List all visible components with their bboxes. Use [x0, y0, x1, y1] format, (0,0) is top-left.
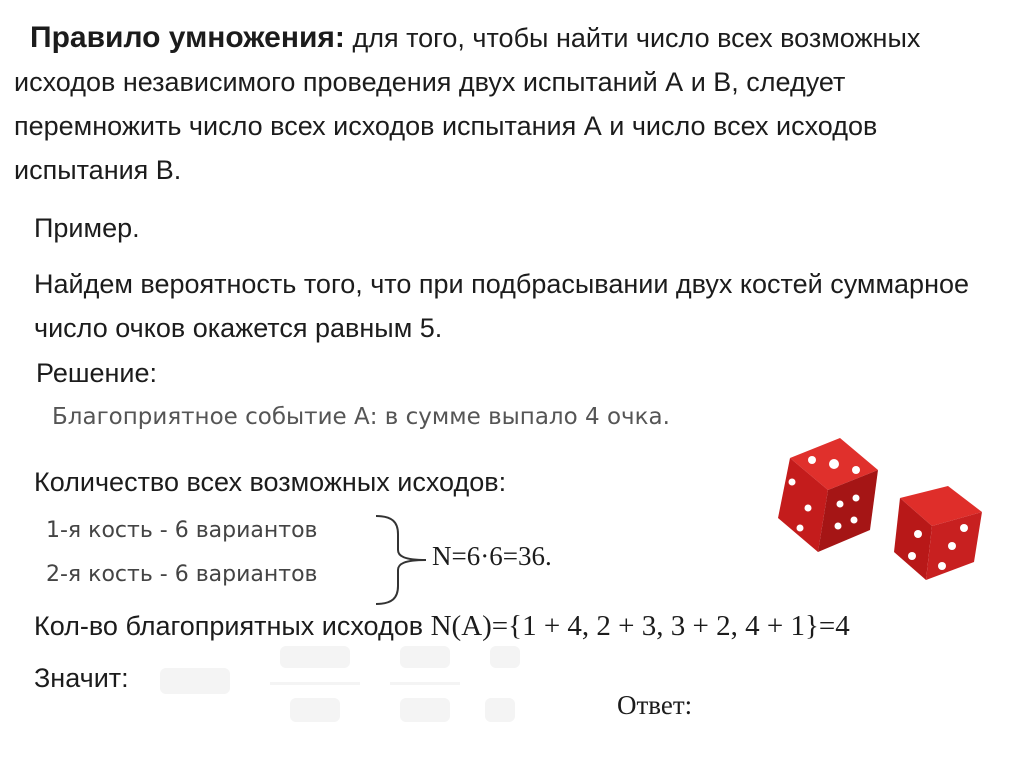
- total-outcomes-formula: N=6·6=36.: [432, 541, 552, 571]
- favorable-event: Благоприятное событие А: в сумме выпало 4 очка.: [52, 404, 670, 430]
- therefore-label: Значит:: [34, 663, 129, 693]
- all-outcomes-label: Количество всех возможных исходов:: [34, 467, 507, 497]
- die-2-variants: 2-я кость - 6 вариантов: [46, 562, 318, 587]
- problem-statement: Найдем вероятность того, что при подбрасывании двух костей суммарное число очков окажется равным 5.: [34, 269, 970, 343]
- die-1-variants: 1-я кость - 6 вариантов: [46, 518, 318, 543]
- curly-brace-icon: [370, 512, 430, 608]
- favorable-outcomes: [34, 610, 850, 643]
- rule-title: Правило умножения:: [30, 21, 345, 54]
- multiplication-rule: [14, 16, 1014, 192]
- favorable-label: Кол-во благоприятных исходов: [34, 611, 431, 641]
- example-label: Пример.: [34, 213, 140, 243]
- solution-label: Решение:: [36, 358, 158, 388]
- answer-label: Ответ:: [617, 690, 693, 720]
- red-dice-icon: [760, 430, 990, 590]
- favorable-formula: N(A)={1 + 4, 2 + 3, 3 + 2, 4 + 1}=4: [430, 610, 850, 642]
- rule-text: для того, чтобы найти число всех возможных исходов независимого проведения двух испытаний А и В, следует перемножить число всех исходов испытания А и число всех исходов испытания В.: [14, 23, 921, 185]
- faded-formula-graphic: [150, 640, 550, 730]
